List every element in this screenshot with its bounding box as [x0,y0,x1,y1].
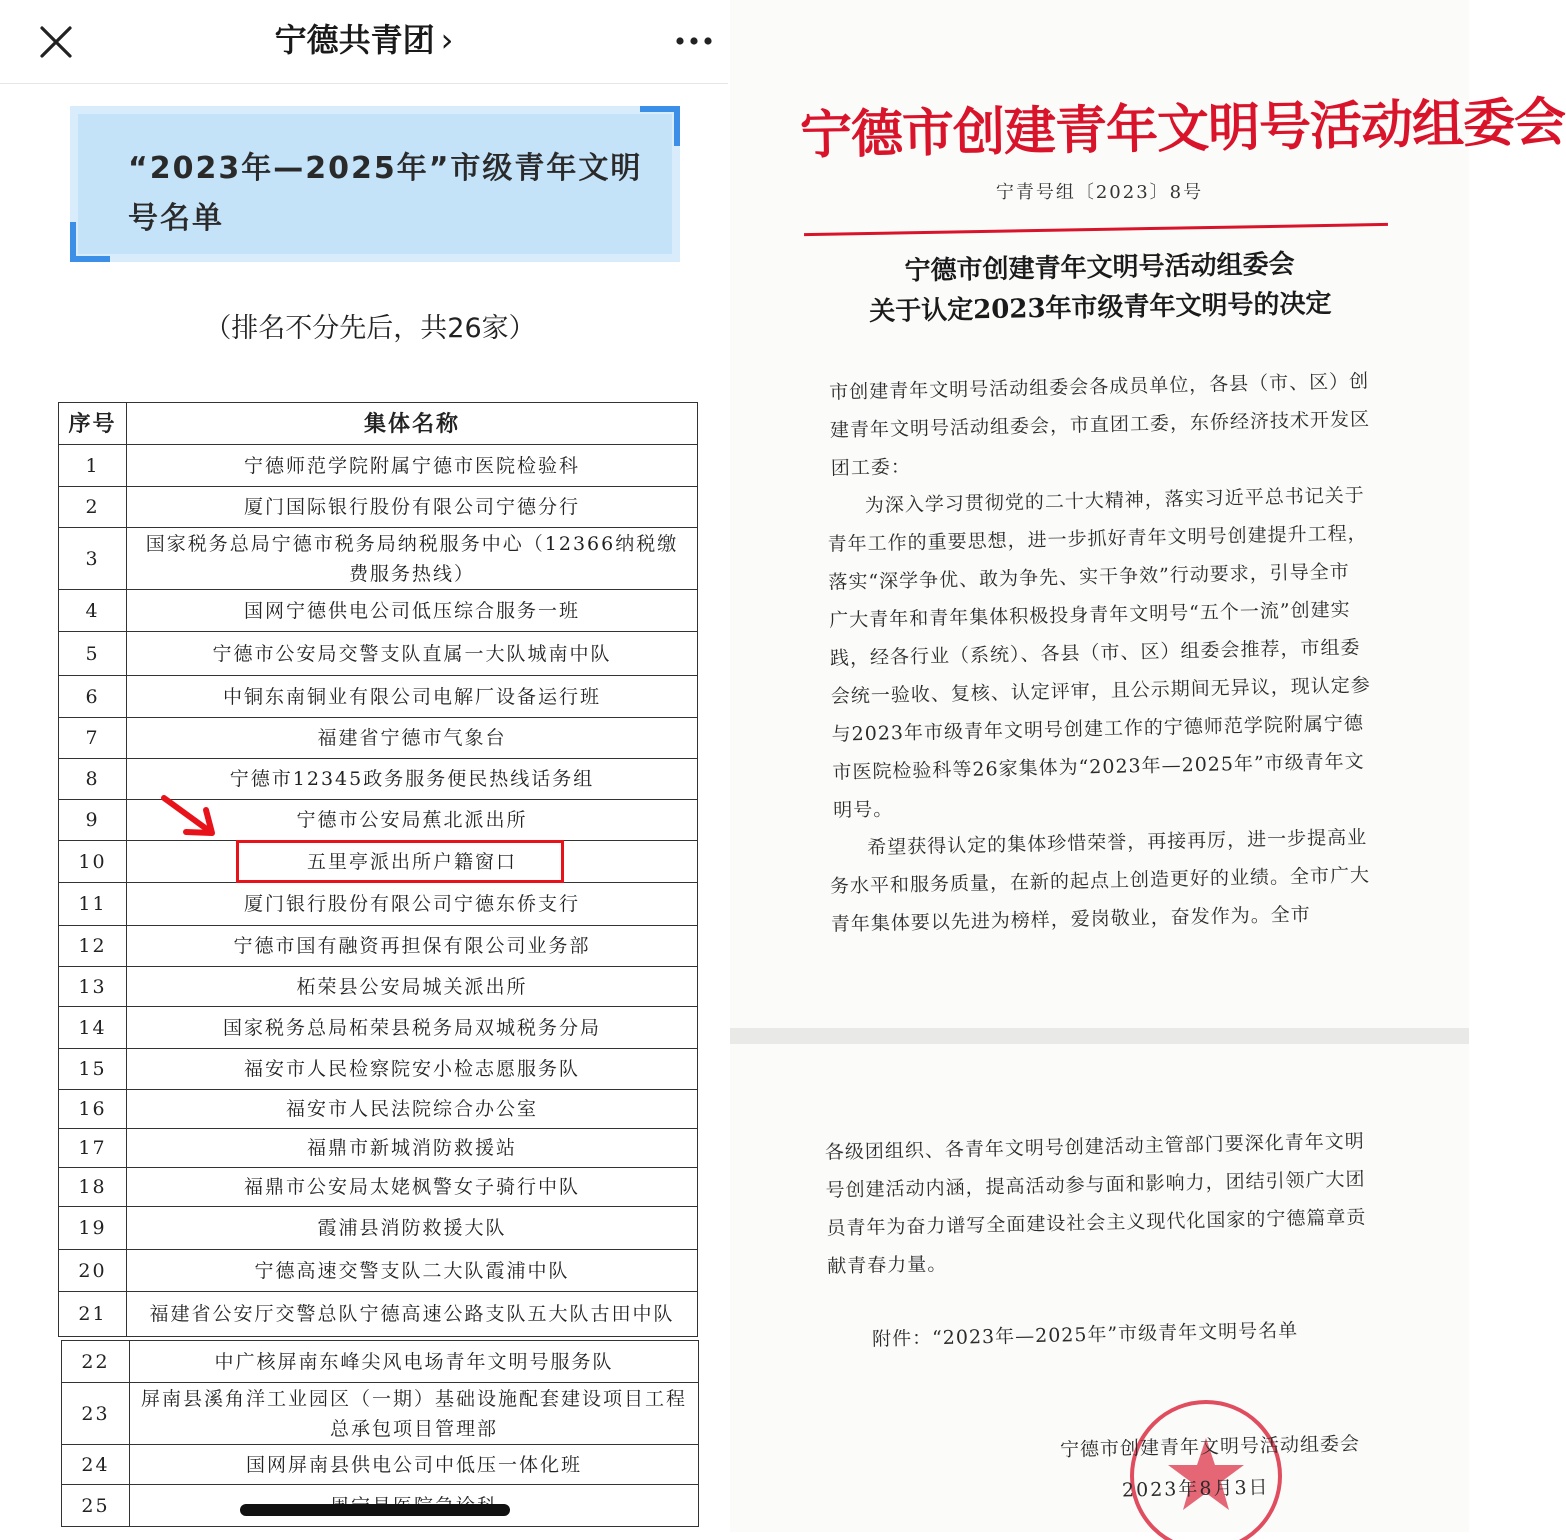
signature-organization: 宁德市创建青年文明号活动组委会 [1059,1432,1361,1462]
document-header: 宁德市创建青年文明号活动组委会 [799,91,1566,167]
row-number: 8 [59,759,127,800]
document-paragraph-2: 为深入学习贯彻党的二十大精神，落实习近平总书记关于青年工作的重要思想，进一步抓好青年文明号创建提升工程，落实“深学争优、敢为争先、实干争效”行动要求，引导全市广大青年和青年集体积极投身青年文明号“五个一流”创建实践，经各行业（系统）、各县（市、区）组委会推荐，市组委会统一验收、复核、认定评审，且公示期间无异议，现认定参与2023年市级青年文明号创建工作的宁德师范学院附属宁德市医院检验科等26家集体为“2023年—2025年”市级青年文明号。 [827,484,1371,822]
document-number: 宁青号组〔2023〕8号 [995,182,1204,203]
collective-name: 国家税务总局柘荣县税务局双城税务分局 [127,1007,698,1049]
red-rule [804,223,1388,236]
article-title-banner [70,106,680,262]
table-row [62,1341,699,1383]
table-row [59,759,698,800]
more-options-icon[interactable] [672,26,716,56]
table-row [59,1049,698,1090]
account-title[interactable] [0,18,728,62]
row-number: 12 [59,926,127,967]
collective-name: 福建省公安厅交警总队宁德高速公路支队五大队古田中队 [127,1292,698,1337]
document-title-line1: 宁德市创建青年文明号活动组委会 [904,249,1295,287]
highlight-box [236,840,564,883]
collective-name: 屏南县溪角洋工业园区（一期）基础设施配套建设项目工程总承包项目管理部 [130,1383,699,1445]
article-title: “2023年—2025年”市级青年文明号名单 [128,151,643,236]
row-number: 24 [62,1445,130,1485]
collective-name: 福鼎市新城消防救援站 [127,1129,698,1168]
table-row [62,1383,699,1445]
table-row [59,1250,698,1292]
collective-name: 五里亭派出所户籍窗口 [127,841,698,883]
row-number: 17 [59,1129,127,1168]
account-name: 宁德共青团 [274,21,435,59]
document-page-1 [730,0,1566,1028]
table-row [59,1207,698,1250]
row-number: 16 [59,1090,127,1129]
document-attachment: 附件：“2023年—2025年”市级青年文明号名单 [871,1319,1299,1351]
table-row [59,1090,698,1129]
collective-name: 国网屏南县供电公司中低压一体化班 [130,1445,699,1485]
table-row [59,445,698,487]
collective-name: 中广核屏南东峰尖风电场青年文明号服务队 [130,1341,699,1383]
collective-name: 宁德市国有融资再担保有限公司业务部 [127,926,698,967]
collective-name: 中铜东南铜业有限公司电解厂设备运行班 [127,676,698,718]
collective-name: 宁德市公安局蕉北派出所 [127,800,698,841]
row-number: 13 [59,967,127,1007]
table-row [59,1007,698,1049]
banner-corner-bl [70,256,110,262]
row-number: 18 [59,1168,127,1207]
page-divider [730,1028,1469,1044]
article-subtitle: （排名不分先后，共26家） [204,313,536,344]
table-row [59,926,698,967]
table-row [59,883,698,926]
document-paragraph-1: 市创建青年文明号活动组委会各成员单位，各县（市、区）创建青年文明号活动组委会，市直团工委，东侨经济技术开发区团工委： [829,370,1371,480]
collective-name: 国家税务总局宁德市税务局纳税服务中心（12366纳税缴费服务热线） [127,528,698,590]
row-number: 6 [59,676,127,718]
collective-name: 宁德高速交警支队二大队霞浦中队 [127,1250,698,1292]
table-row [59,967,698,1007]
row-number: 2 [59,487,127,528]
row-number: 15 [59,1049,127,1090]
row-number: 4 [59,590,127,632]
row-number: 10 [59,841,127,883]
document-paragraph-3: 希望获得认定的集体珍惜荣誉，再接再厉，进一步提高业务水平和服务质量，在新的起点上创造更好的业绩。全市广大青年集体要以先进为榜样，爱岗敬业，奋发作为。全市 [829,826,1371,936]
article-panel [0,0,728,1532]
signature-date: 2023年8月3日 [1121,1476,1270,1502]
chevron-right-icon: › [440,21,454,59]
row-number: 20 [59,1250,127,1292]
header-name: 集体名称 [127,403,698,445]
red-arrow-icon [160,792,220,840]
collective-name: 柘荣县公安局城关派出所 [127,967,698,1007]
collective-name: 福鼎市公安局太姥枫警女子骑行中队 [127,1168,698,1207]
table-row [59,632,698,676]
collective-name: 福安市人民法院综合办公室 [127,1090,698,1129]
official-seal-icon [1116,1386,1296,1536]
table-row [59,487,698,528]
row-number: 19 [59,1207,127,1250]
row-number: 25 [62,1485,130,1527]
app-bar [0,0,728,84]
document-panel [730,0,1566,1532]
table-row [59,676,698,718]
banner-corner-bl-v [70,222,76,262]
collective-name: 厦门银行股份有限公司宁德东侨支行 [127,883,698,926]
row-number: 5 [59,632,127,676]
row-number: 21 [59,1292,127,1337]
document-title [789,243,1410,334]
table-row [62,1445,699,1485]
collective-name: 福建省宁德市气象台 [127,718,698,759]
table-row [59,528,698,590]
collective-name: 宁德市12345政务服务便民热线话务组 [127,759,698,800]
document-paragraph-4: 各级团组织、各青年文明号创建活动主管部门要深化青年文明号创建活动内涵，提高活动参与面和影响力，团结引领广大团员青年为奋力谱写全面建设社会主义现代化国家的宁德篇章贡献青春力量。 [824,1130,1367,1278]
row-number: 3 [59,528,127,590]
document-title-line2: 关于认定2023年市级青年文明号的决定 [868,288,1332,328]
table-row [59,800,698,841]
table-row [59,718,698,759]
table-row [59,1292,698,1337]
table-row [59,590,698,632]
collective-name: 宁德市公安局交警支队直属一大队城南中队 [127,632,698,676]
collective-name: 厦门国际银行股份有限公司宁德分行 [127,487,698,528]
row-number: 7 [59,718,127,759]
header-no: 序号 [59,403,127,445]
row-number: 11 [59,883,127,926]
home-indicator[interactable] [240,1504,510,1516]
banner-corner-tr-v [674,106,680,146]
row-number: 9 [59,800,127,841]
collective-name: 福安市人民检察院安小检志愿服务队 [127,1049,698,1090]
row-number: 14 [59,1007,127,1049]
collective-name: 霞浦县消防救援大队 [127,1207,698,1250]
collective-name: 国网宁德供电公司低压综合服务一班 [127,590,698,632]
row-number: 22 [62,1341,130,1383]
table-row [59,1168,698,1207]
row-number: 1 [59,445,127,487]
collective-name: 宁德师范学院附属宁德市医院检验科 [127,445,698,487]
list-table-continued [61,1340,699,1527]
row-number: 23 [62,1383,130,1445]
table-row [59,1129,698,1168]
